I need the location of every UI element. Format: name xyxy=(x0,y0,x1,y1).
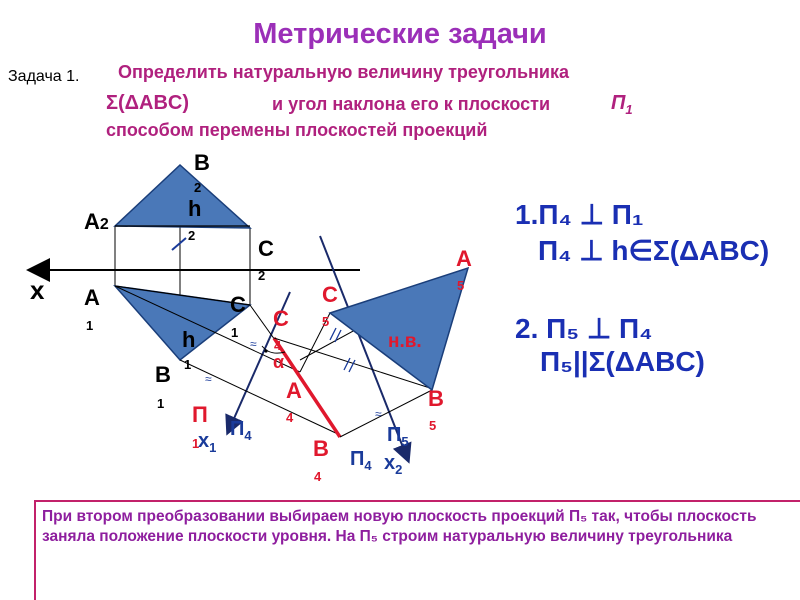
label-p4-first: $П_4$ xyxy=(230,418,252,443)
task-line-2b: и угол наклона его к плоскости xyxy=(272,94,551,114)
label-b2-sub: 2 xyxy=(194,180,202,195)
label-b4-sub: 4 xyxy=(314,469,322,484)
label-h2-sub: 2 xyxy=(188,228,196,243)
label-p1: П xyxy=(192,402,208,427)
label-h1-sub: 1 xyxy=(184,357,192,372)
label-b1: B xyxy=(155,362,171,387)
label-a5-sub: 5 xyxy=(457,278,465,293)
label-a4: A xyxy=(286,378,302,403)
label-c2: C xyxy=(258,236,274,261)
label-c5-sub: 5 xyxy=(322,314,330,329)
label-p5: $П_5$ xyxy=(387,424,409,449)
label-a4-sub: 4 xyxy=(286,410,294,425)
label-x2: $x_2$ xyxy=(384,452,403,477)
svg-text:≈: ≈ xyxy=(250,337,257,351)
step-1-line-2: П₄ ⊥ h∈Σ(ΔABC) xyxy=(538,235,770,266)
task-line-3: способом перемены плоскостей проекций xyxy=(106,120,488,140)
triangle-front-projection xyxy=(115,165,250,228)
label-c4-sub: 4 xyxy=(274,338,282,353)
label-true-size: н.в. xyxy=(388,331,422,352)
label-c1: C xyxy=(230,292,246,317)
label-c2-sub: 2 xyxy=(258,268,266,283)
label-b5: B xyxy=(428,386,444,411)
label-c5: C xyxy=(322,282,338,307)
label-p4-second: $П_4$ xyxy=(350,448,372,473)
label-a1-sub: 1 xyxy=(86,318,94,333)
svg-text:≈: ≈ xyxy=(375,407,382,421)
label-h2: h xyxy=(188,196,202,221)
step-2-line-2: П₅||Σ(ΔABC) xyxy=(540,346,705,377)
label-b1-sub: 1 xyxy=(157,396,165,411)
label-b5-sub: 5 xyxy=(429,418,437,433)
label-a1: A xyxy=(84,285,100,310)
triangle-true-size xyxy=(330,268,468,390)
step-1-line-1: 1.П₄ ⊥ П₁ xyxy=(515,199,644,230)
page-title: Метрические задачи xyxy=(253,18,547,50)
label-a2: A2 xyxy=(84,209,109,234)
label-alpha: α xyxy=(273,352,285,372)
step-2-line-1: 2. П₅ ⊥ П₄ xyxy=(515,313,653,344)
label-b4: B xyxy=(313,436,329,461)
label-x: x xyxy=(30,275,45,305)
task-line-1: Определить натуральную величину треугольника xyxy=(118,62,569,82)
label-x1: $x_1$ xyxy=(198,430,217,455)
task-line-2a: Σ(ΔABC) xyxy=(106,92,190,114)
note-text: При втором преобразовании выбираем новую плоскость проекций П₅ так, чтобы плоскость заняла положение плоскости уровня. На П₅ строим натуральную величину треугольника xyxy=(42,508,757,545)
svg-text:≈: ≈ xyxy=(205,372,212,386)
label-c1-sub: 1 xyxy=(231,325,239,340)
label-a5: A xyxy=(456,246,472,271)
label-h1: h xyxy=(182,327,196,352)
label-b2: B xyxy=(194,150,210,175)
label-p1-sub: 1 xyxy=(192,436,200,451)
label-c4: C xyxy=(273,306,289,331)
task-plane-p1: $П_1$ xyxy=(611,92,633,117)
task-label: Задача 1. xyxy=(8,68,80,85)
